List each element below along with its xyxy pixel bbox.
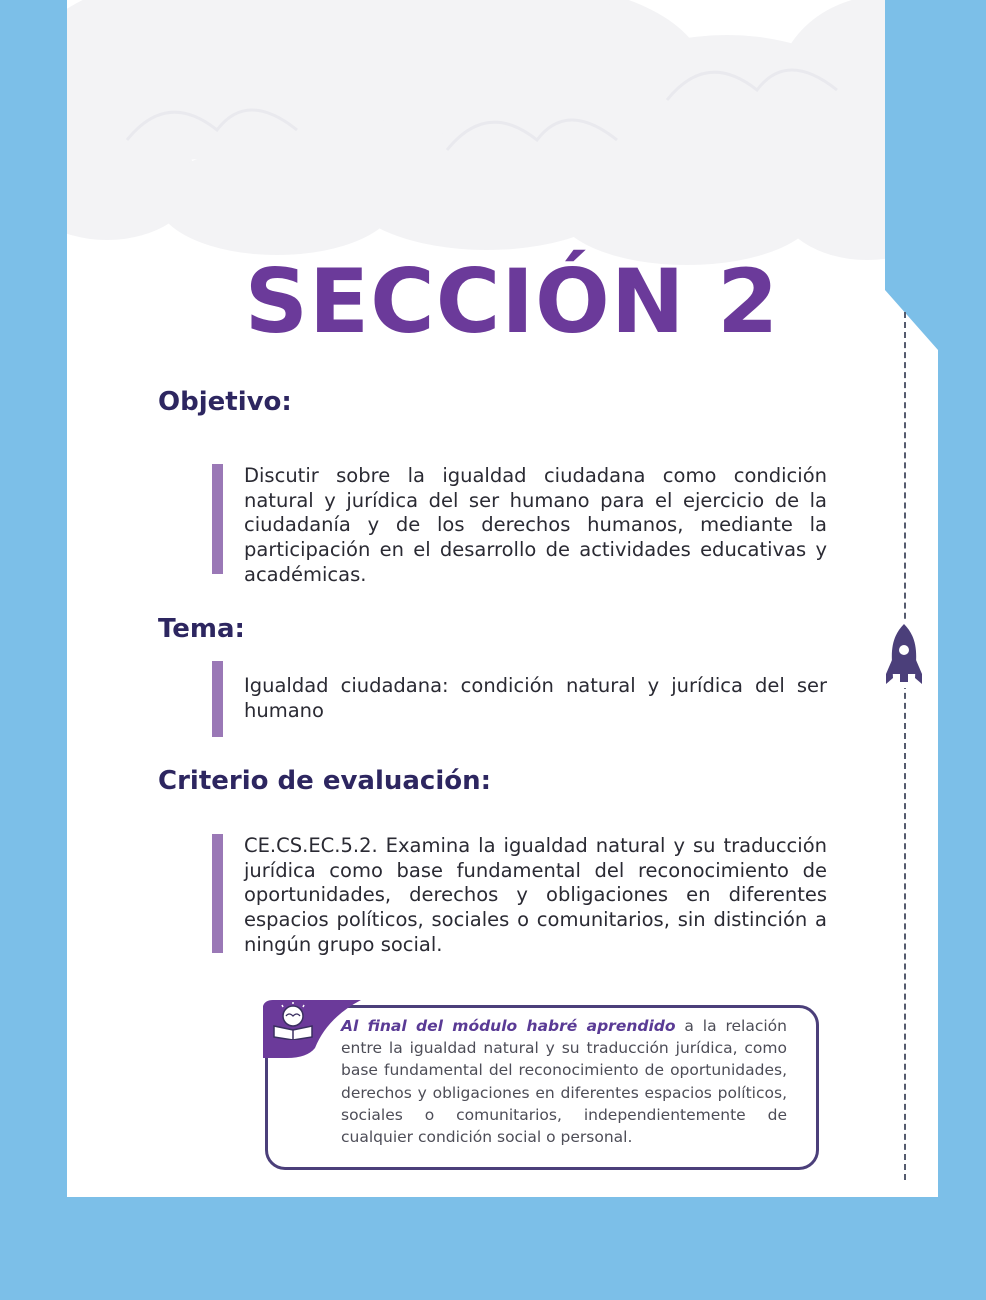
- dashed-progress-line: [904, 312, 906, 1180]
- topic-block: [212, 661, 827, 737]
- learning-note-body: a la relación entre la igualdad natural y su traducción jurídica, como base fundamental del reconocimiento de oportunidades, derechos y obligaciones en diferentes espacios políticos, sociales o comunitarios, independientemente de cualquier condición social o personal.: [341, 1017, 787, 1147]
- criterion-block: [212, 834, 827, 956]
- topic-text: Igualdad ciudadana: condición natural y jurídica del ser humano: [244, 674, 827, 722]
- objective-block: [212, 464, 827, 586]
- rocket-icon: [884, 622, 924, 688]
- criterion-heading: Criterio de evaluación:: [158, 766, 492, 796]
- open-book-brain-icon: [272, 1002, 314, 1040]
- learning-note-lead: Al final del módulo habré aprendido: [341, 1017, 676, 1035]
- section-title: SECCIÓN 2: [244, 250, 780, 353]
- objective-text: Discutir sobre la igualdad ciudadana como condición natural y jurídica del ser humano para el ejercicio de la ciudadanía y de los derechos humanos, mediante la participación en el desarrollo de actividades educativas y académicas.: [244, 464, 827, 586]
- objective-heading: Objetivo:: [158, 387, 292, 417]
- topic-heading: Tema:: [158, 614, 245, 644]
- learning-note-text: [341, 1015, 787, 1148]
- criterion-text: CE.CS.EC.5.2. Examina la igualdad natural y su traducción jurídica como base fundamental del reconocimiento de oportunidades, derechos y obligaciones en diferentes espacios políticos, sociales o comunitarios, sin distinción a ningún grupo social.: [244, 834, 827, 956]
